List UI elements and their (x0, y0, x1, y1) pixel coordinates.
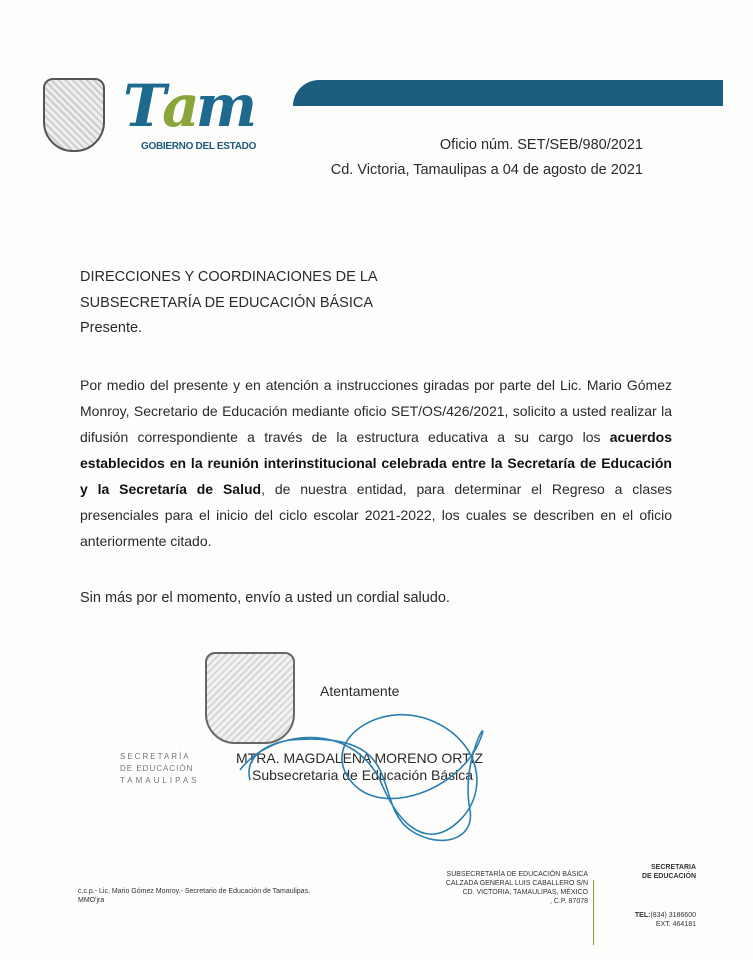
handwritten-signature (230, 700, 500, 850)
state-coat-of-arms (43, 78, 105, 152)
header-accent-bar (293, 80, 723, 106)
signer-name: MTRA. MAGDALENA MORENO ORTÍZ (236, 750, 484, 766)
place-date: Cd. Victoria, Tamaulipas a 04 de agosto de 2021 (330, 162, 643, 178)
oficio-number: Oficio núm. SET/SEB/980/2021 (439, 137, 643, 153)
footer-address: SUBSECRETARÍA DE EDUCACIÓN BÁSICA CALZADA GENERAL LUIS CABALLERO S/N CD. VICTORIA, TAMAULIPAS, MÉXICO , C.P. 87078 (445, 871, 588, 905)
logo-subtitle: GOBIERNO DEL ESTADO (141, 141, 257, 152)
initials: MMO'jra (78, 897, 105, 904)
seal-text-1: SECRETARÍA (120, 752, 191, 761)
seal-text-2: DE EDUCACIÓN (120, 764, 194, 773)
letter-content (80, 372, 672, 606)
recipient-line-1: DIRECCIONES Y COORDINACIONES DE LA (80, 269, 378, 285)
salutation: Atentamente (320, 683, 400, 699)
tam-logo: Tam (123, 72, 254, 140)
recipient-line-3: Presente. (80, 320, 143, 336)
signer-title: Subsecretaria de Educación Básica (252, 767, 474, 783)
body-text: Por medio del presente y en atención a instrucciones giradas por parte del Lic. Mario Gómez Monroy, Secretario de Educación mediante oficio SET/OS/426/2021, solicito a usted realizar la difusión correspondiente a través de la estructura educativa a su cargo los (80, 377, 672, 445)
body-emphasis: acuerdos establecidos en la reunión interinstitucional celebrada entre la Secretaría de Educación y la Secretaría de Salud (80, 429, 672, 497)
footer-department: SECRETARIA DE EDUCACIÓN (641, 864, 696, 880)
seal-text-3: TAMAULIPAS (120, 776, 200, 785)
footer-divider (593, 880, 594, 945)
footer-phone: TEL:(834) 3186600 EXT. 464181 (634, 912, 696, 928)
closing-line: Sin más por el momento, envío a usted un cordial saludo. (80, 590, 450, 606)
recipient-line-2: SUBSECRETARÍA DE EDUCACIÓN BÁSICA (80, 295, 374, 311)
ccp-line: c.c.p.- Lic. Mario Gómez Monroy.- Secretario de Educación de Tamaulipas. (78, 888, 311, 895)
body-text-end: , de nuestra entidad, para determinar el Regreso a clases presenciales para el inicio del ciclo escolar 2021-2022, los cuales se describen en el oficio anteriormente citado. (80, 481, 672, 549)
body-paragraph (80, 372, 672, 554)
